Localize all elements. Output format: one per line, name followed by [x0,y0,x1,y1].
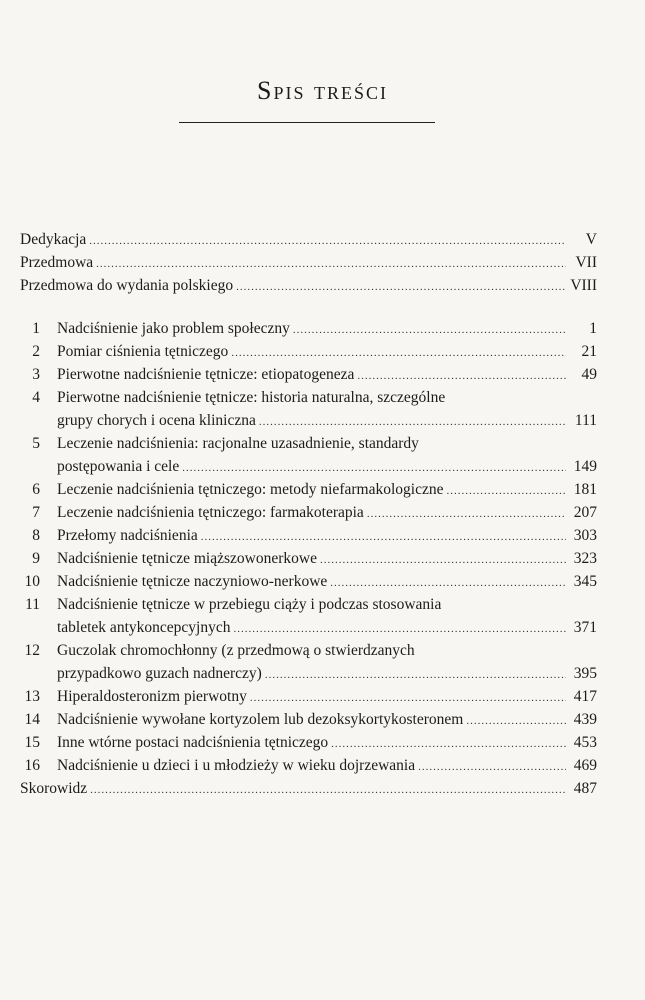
toc-entry-front[interactable] [20,228,597,251]
chapter-title: Nadciśnienie u dzieci i u młodzieży w wieku dojrzewania [57,757,416,774]
chapter-title: tabletek antykoncepcyjnych [57,619,231,636]
entry-title: Dedykacja [20,231,87,248]
toc-entry-chapter-line[interactable] [20,639,597,662]
entry-row [20,228,597,253]
chapter-number: 11 [25,596,40,613]
chapter-page-number: 303 [573,527,597,544]
chapter-row [57,317,597,342]
chapter-page-number: 181 [573,481,597,498]
toc-entry-index[interactable] [20,777,597,800]
front-matter-list [20,228,597,297]
dot-leader [357,365,566,388]
chapter-title: Hiperaldosteronizm pierwotny [57,688,247,705]
chapter-page-number: 111 [574,412,597,429]
dot-leader [446,480,566,503]
chapter-title-line: Pierwotne nadciśnienie tętnicze: historia naturalna, szczególne [57,389,446,406]
chapter-page-number: 207 [573,504,597,521]
chapter-row [57,685,597,710]
chapter-row [57,340,597,365]
index-title: Skorowidz [20,780,88,797]
toc-entry-chapter[interactable] [20,317,597,340]
chapter-number: 9 [32,550,40,567]
chapter-row [57,570,597,595]
dot-leader [367,503,566,526]
entry-body [20,547,597,572]
entry-body [20,501,597,526]
entry-body [20,455,597,480]
chapter-title-line: Leczenie nadciśnienia: racjonalne uzasadnienie, standardy [57,435,419,452]
toc-entry-chapter[interactable] [20,409,597,432]
entry-page-number: VII [575,254,597,271]
entry-body [20,478,597,503]
entry-body [20,228,597,253]
dot-leader [236,276,566,299]
entry-body [20,524,597,549]
dot-leader [231,342,566,365]
entry-body [20,777,597,802]
chapter-number: 4 [32,389,40,406]
entry-body [20,363,597,388]
chapter-title: Przełomy nadciśnienia [57,527,198,544]
entry-title: Przedmowa do wydania polskiego [20,277,234,294]
toc-entry-chapter[interactable] [20,547,597,570]
dot-leader [259,411,566,434]
entry-body [20,340,597,365]
index-entry-list [20,777,597,800]
toc-entry-chapter[interactable] [20,731,597,754]
chapter-page-number: 1 [589,320,597,337]
chapter-row [57,363,597,388]
chapter-row [57,708,597,733]
entry-row [20,251,597,276]
entry-body [20,616,597,641]
entry-body [20,386,597,409]
dot-leader [466,710,566,733]
entry-body [20,708,597,733]
dot-leader [330,572,566,595]
toc-entry-chapter[interactable] [20,340,597,363]
toc-entry-chapter[interactable] [20,363,597,386]
chapter-title: Inne wtórne postaci nadciśnienia tętniczego [57,734,329,751]
chapter-page-number: 469 [573,757,597,774]
chapter-number: 2 [32,343,40,360]
toc-entry-front[interactable] [20,251,597,274]
chapter-title: Nadciśnienie jako problem społeczny [57,320,290,337]
chapter-title-line: Nadciśnienie tętnicze w przebiegu ciąży i podczas stosowania [57,596,442,613]
entry-body [20,409,597,434]
chapter-number: 16 [24,757,40,774]
entry-body [20,570,597,595]
chapter-title: Nadciśnienie tętnicze miąższowonerkowe [57,550,317,567]
chapter-number: 15 [24,734,40,751]
dot-leader [233,618,566,641]
entry-row [20,274,597,299]
section-gap [20,297,597,317]
chapter-page-number: 323 [573,550,597,567]
toc-entry-chapter[interactable] [20,754,597,777]
entry-body [20,251,597,276]
dot-leader [293,319,566,342]
chapter-title: grupy chorych i ocena kliniczna [57,412,256,429]
chapter-title: Nadciśnienie tętnicze naczyniowo-nerkowe [57,573,328,590]
chapter-row [57,409,597,434]
toc-entry-chapter[interactable] [20,708,597,731]
dot-leader [418,756,566,779]
dot-leader [96,253,566,276]
chapter-page-number: 453 [573,734,597,751]
entry-body [20,432,597,455]
entry-title: Przedmowa [20,254,94,271]
chapter-number: 8 [32,527,40,544]
entry-page-number: VIII [570,277,597,294]
chapter-title: Leczenie nadciśnienia tętniczego: farmakoterapia [57,504,364,521]
index-row [20,777,597,802]
chapter-number: 12 [24,642,40,659]
chapter-number: 3 [32,366,40,383]
dot-leader [320,549,566,572]
chapter-title: Pierwotne nadciśnienie tętnicze: etiopatogeneza [57,366,355,383]
chapter-number: 13 [24,688,40,705]
toc-entry-chapter-line[interactable] [20,593,597,616]
chapter-row [57,455,597,480]
chapter-row [57,662,597,687]
entry-page-number: V [585,231,597,248]
dot-leader [250,687,566,710]
chapter-page-number: 21 [581,343,597,360]
chapter-title: postępowania i cele [57,458,180,475]
index-page-number: 487 [573,780,597,797]
toc-entry-chapter[interactable] [20,455,597,478]
chapter-row [57,547,597,572]
toc-entry-front[interactable] [20,274,597,297]
toc-entry-chapter[interactable] [20,501,597,524]
chapter-title: Leczenie nadciśnienia tętniczego: metody niefarmakologiczne [57,481,444,498]
entry-body [20,593,597,616]
chapter-title: Nadciśnienie wywołane kortyzolem lub dezoksykortykosteronem [57,711,464,728]
chapter-page-number: 149 [573,458,597,475]
chapter-number: 6 [32,481,40,498]
entry-body [20,731,597,756]
chapter-row [57,501,597,526]
chapter-number: 7 [32,504,40,521]
chapter-number: 5 [32,435,40,452]
chapter-row [57,754,597,779]
dot-leader [331,733,566,756]
chapter-row [57,478,597,503]
chapter-page-number: 371 [573,619,597,636]
chapter-title: Pomiar ciśnienia tętniczego [57,343,229,360]
chapter-page-number: 417 [573,688,597,705]
chapter-page-number: 395 [573,665,597,682]
page-title: Spis treści [257,76,388,105]
toc-entry-chapter[interactable] [20,478,597,501]
toc-entry-chapter[interactable] [20,685,597,708]
dot-leader [89,230,566,253]
entry-body [20,639,597,662]
chapter-row [57,731,597,756]
dot-leader [182,457,566,480]
chapter-page-number: 439 [573,711,597,728]
chapter-page-number: 345 [573,573,597,590]
toc-entry-chapter-line[interactable] [20,432,597,455]
toc-entry-chapter[interactable] [20,524,597,547]
entry-body [20,662,597,687]
entry-body [20,685,597,710]
dot-leader [201,526,566,549]
table-of-contents [20,228,597,800]
chapter-number: 10 [24,573,40,590]
entry-body [20,754,597,779]
toc-entry-chapter[interactable] [20,616,597,639]
toc-entry-chapter[interactable] [20,662,597,685]
toc-entry-chapter-line[interactable] [20,386,597,409]
chapter-title-line: Guczolak chromochłonny (z przedmową o stwierdzanych [57,642,415,659]
entry-body [20,317,597,342]
chapter-number: 1 [32,320,40,337]
chapter-row [57,524,597,549]
entry-body [20,274,597,299]
dot-leader [90,779,566,802]
title-underline [179,122,435,123]
chapter-row [57,616,597,641]
chapter-title: przypadkowo guzach nadnerczy) [57,665,262,682]
chapter-list [20,317,597,777]
dot-leader [265,664,566,687]
chapter-page-number: 49 [581,366,597,383]
toc-entry-chapter[interactable] [20,570,597,593]
chapter-number: 14 [24,711,40,728]
